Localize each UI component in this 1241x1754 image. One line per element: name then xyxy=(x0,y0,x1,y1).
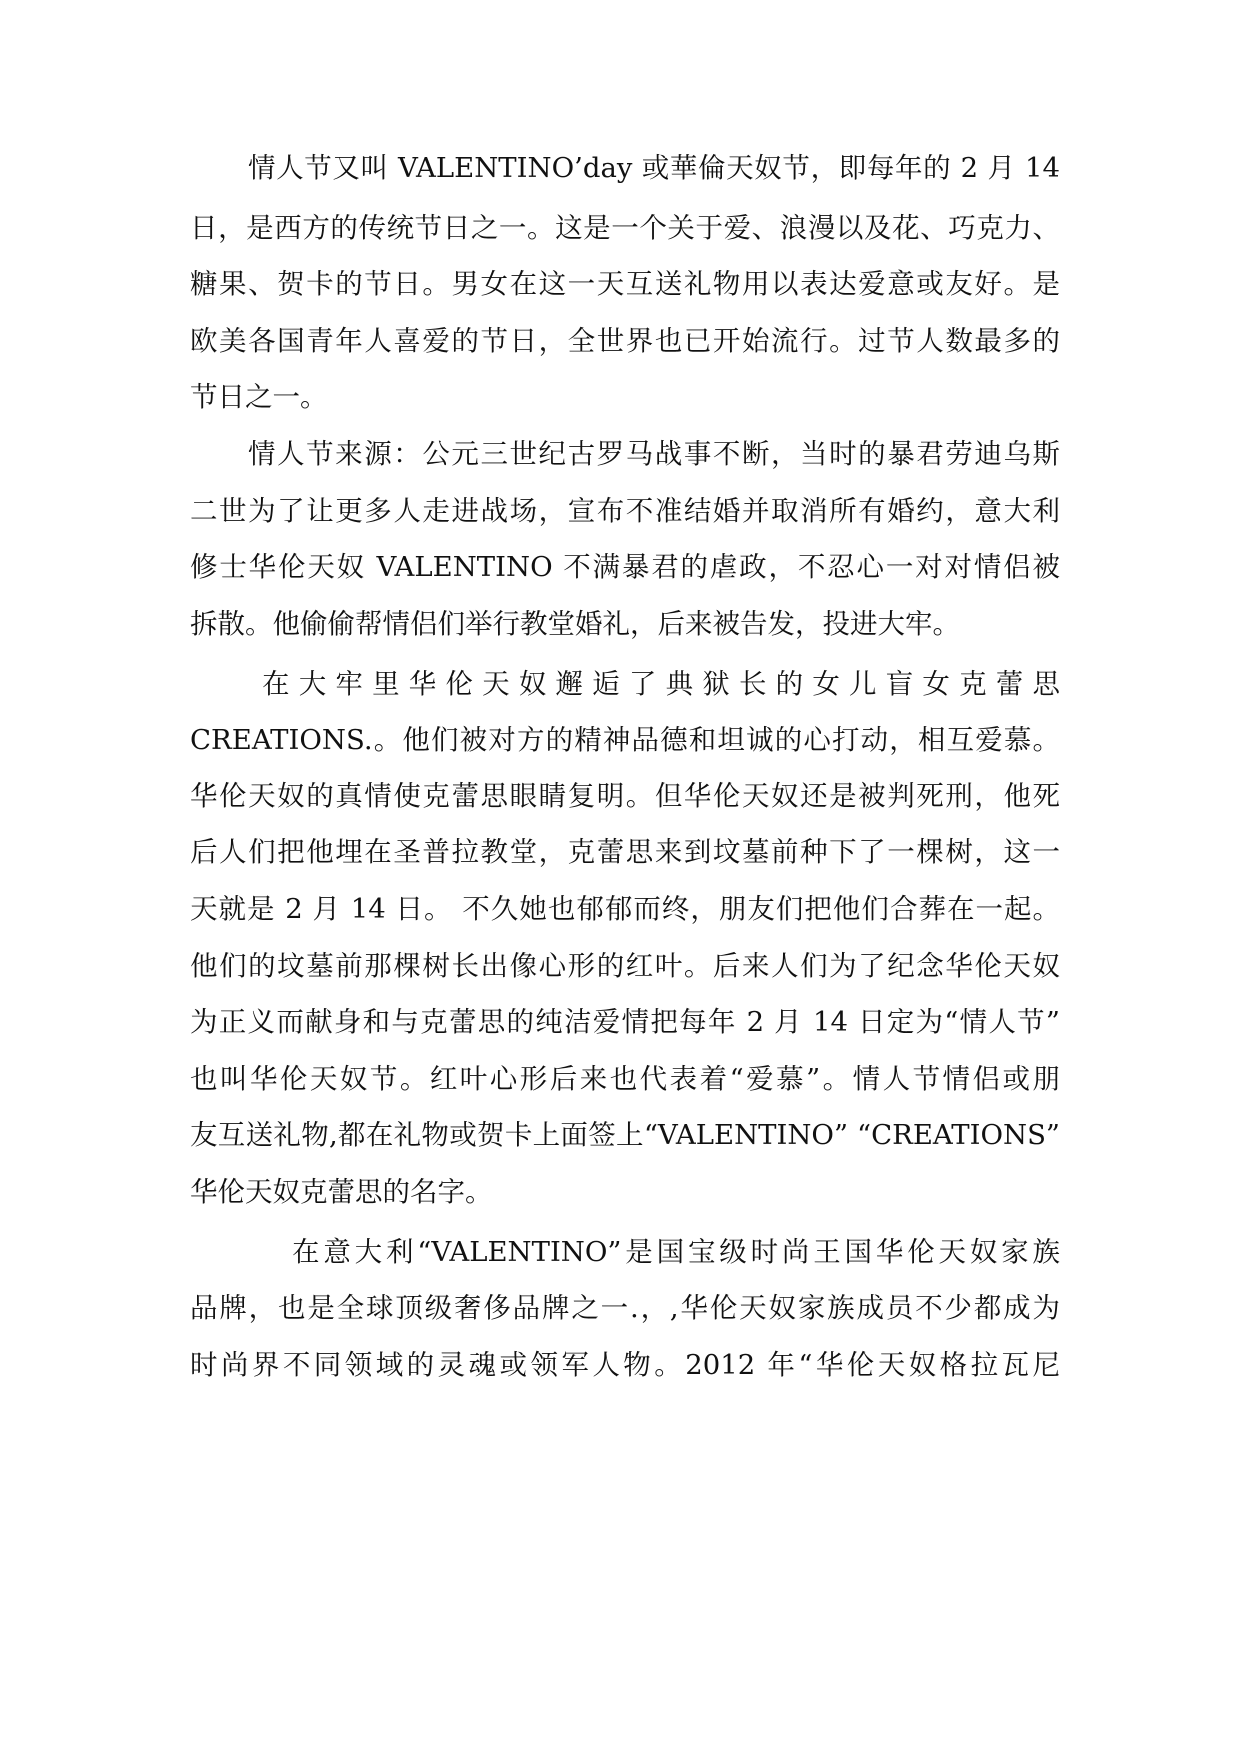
text-line: 后人们把他埋在圣普拉教堂，克蕾思来到坟墓前种下了一棵树，这一 xyxy=(190,836,1060,868)
text-line: 糖果、贺卡的节日。男女在这一天互送礼物用以表达爱意或友好。是 xyxy=(190,268,1060,300)
text-line: 也叫华伦天奴节。红叶心形后来也代表着“爱慕”。情人节情侣或朋 xyxy=(190,1063,1060,1095)
text-line: 情人节又叫 VALENTINO’day 或華倫天奴节，即每年的 2 月 14 xyxy=(248,152,1060,184)
text-line: 天就是 2 月 14 日。 不久她也郁郁而终，朋友们把他们合葬在一起。 xyxy=(190,893,1060,925)
text-line: 欧美各国青年人喜爱的节日，全世界也已开始流行。过节人数最多的 xyxy=(190,325,1060,357)
text-line: 节日之一。 xyxy=(190,381,328,413)
text-line: CREATIONS.。他们被对方的精神品德和坦诚的心打动，相互爱慕。 xyxy=(190,724,1060,756)
text-line: 拆散。他偷偷帮情侣们举行教堂婚礼，后来被告发，投进大牢。 xyxy=(190,608,960,640)
text-line: 在大牢里华伦天奴邂逅了典狱长的女儿盲女克蕾思 xyxy=(262,668,1060,700)
text-line: 友互送礼物,都在礼物或贺卡上面签上“VALENTINO” “CREATIONS” xyxy=(190,1119,1060,1151)
text-line: 品牌，也是全球顶级奢侈品牌之一.，,华伦天奴家族成员不少都成为 xyxy=(190,1292,1060,1324)
text-line: 华伦天奴的真情使克蕾思眼睛复明。但华伦天奴还是被判死刑，他死 xyxy=(190,780,1060,812)
text-line: 时尚界不同领域的灵魂或领军人物。2012 年“华伦天奴格拉瓦尼 xyxy=(190,1349,1060,1381)
text-line: 情人节来源：公元三世纪古罗马战事不断，当时的暴君劳迪乌斯 xyxy=(248,438,1060,470)
text-line: 修士华伦天奴 VALENTINO 不满暴君的虐政，不忍心一对对情侣被 xyxy=(190,551,1060,583)
text-line: 在意大利“VALENTINO”是国宝级时尚王国华伦天奴家族 xyxy=(292,1236,1060,1268)
text-line: 华伦天奴克蕾思的名字。 xyxy=(190,1176,493,1208)
text-line: 他们的坟墓前那棵树长出像心形的红叶。后来人们为了纪念华伦天奴 xyxy=(190,950,1060,982)
text-line: 二世为了让更多人走进战场，宣布不准结婚并取消所有婚约，意大利 xyxy=(190,495,1060,527)
text-line: 日，是西方的传统节日之一。这是一个关于爱、浪漫以及花、巧克力、 xyxy=(190,212,1060,244)
text-line: 为正义而献身和与克蕾思的纯洁爱情把每年 2 月 14 日定为“情人节” xyxy=(190,1006,1060,1038)
